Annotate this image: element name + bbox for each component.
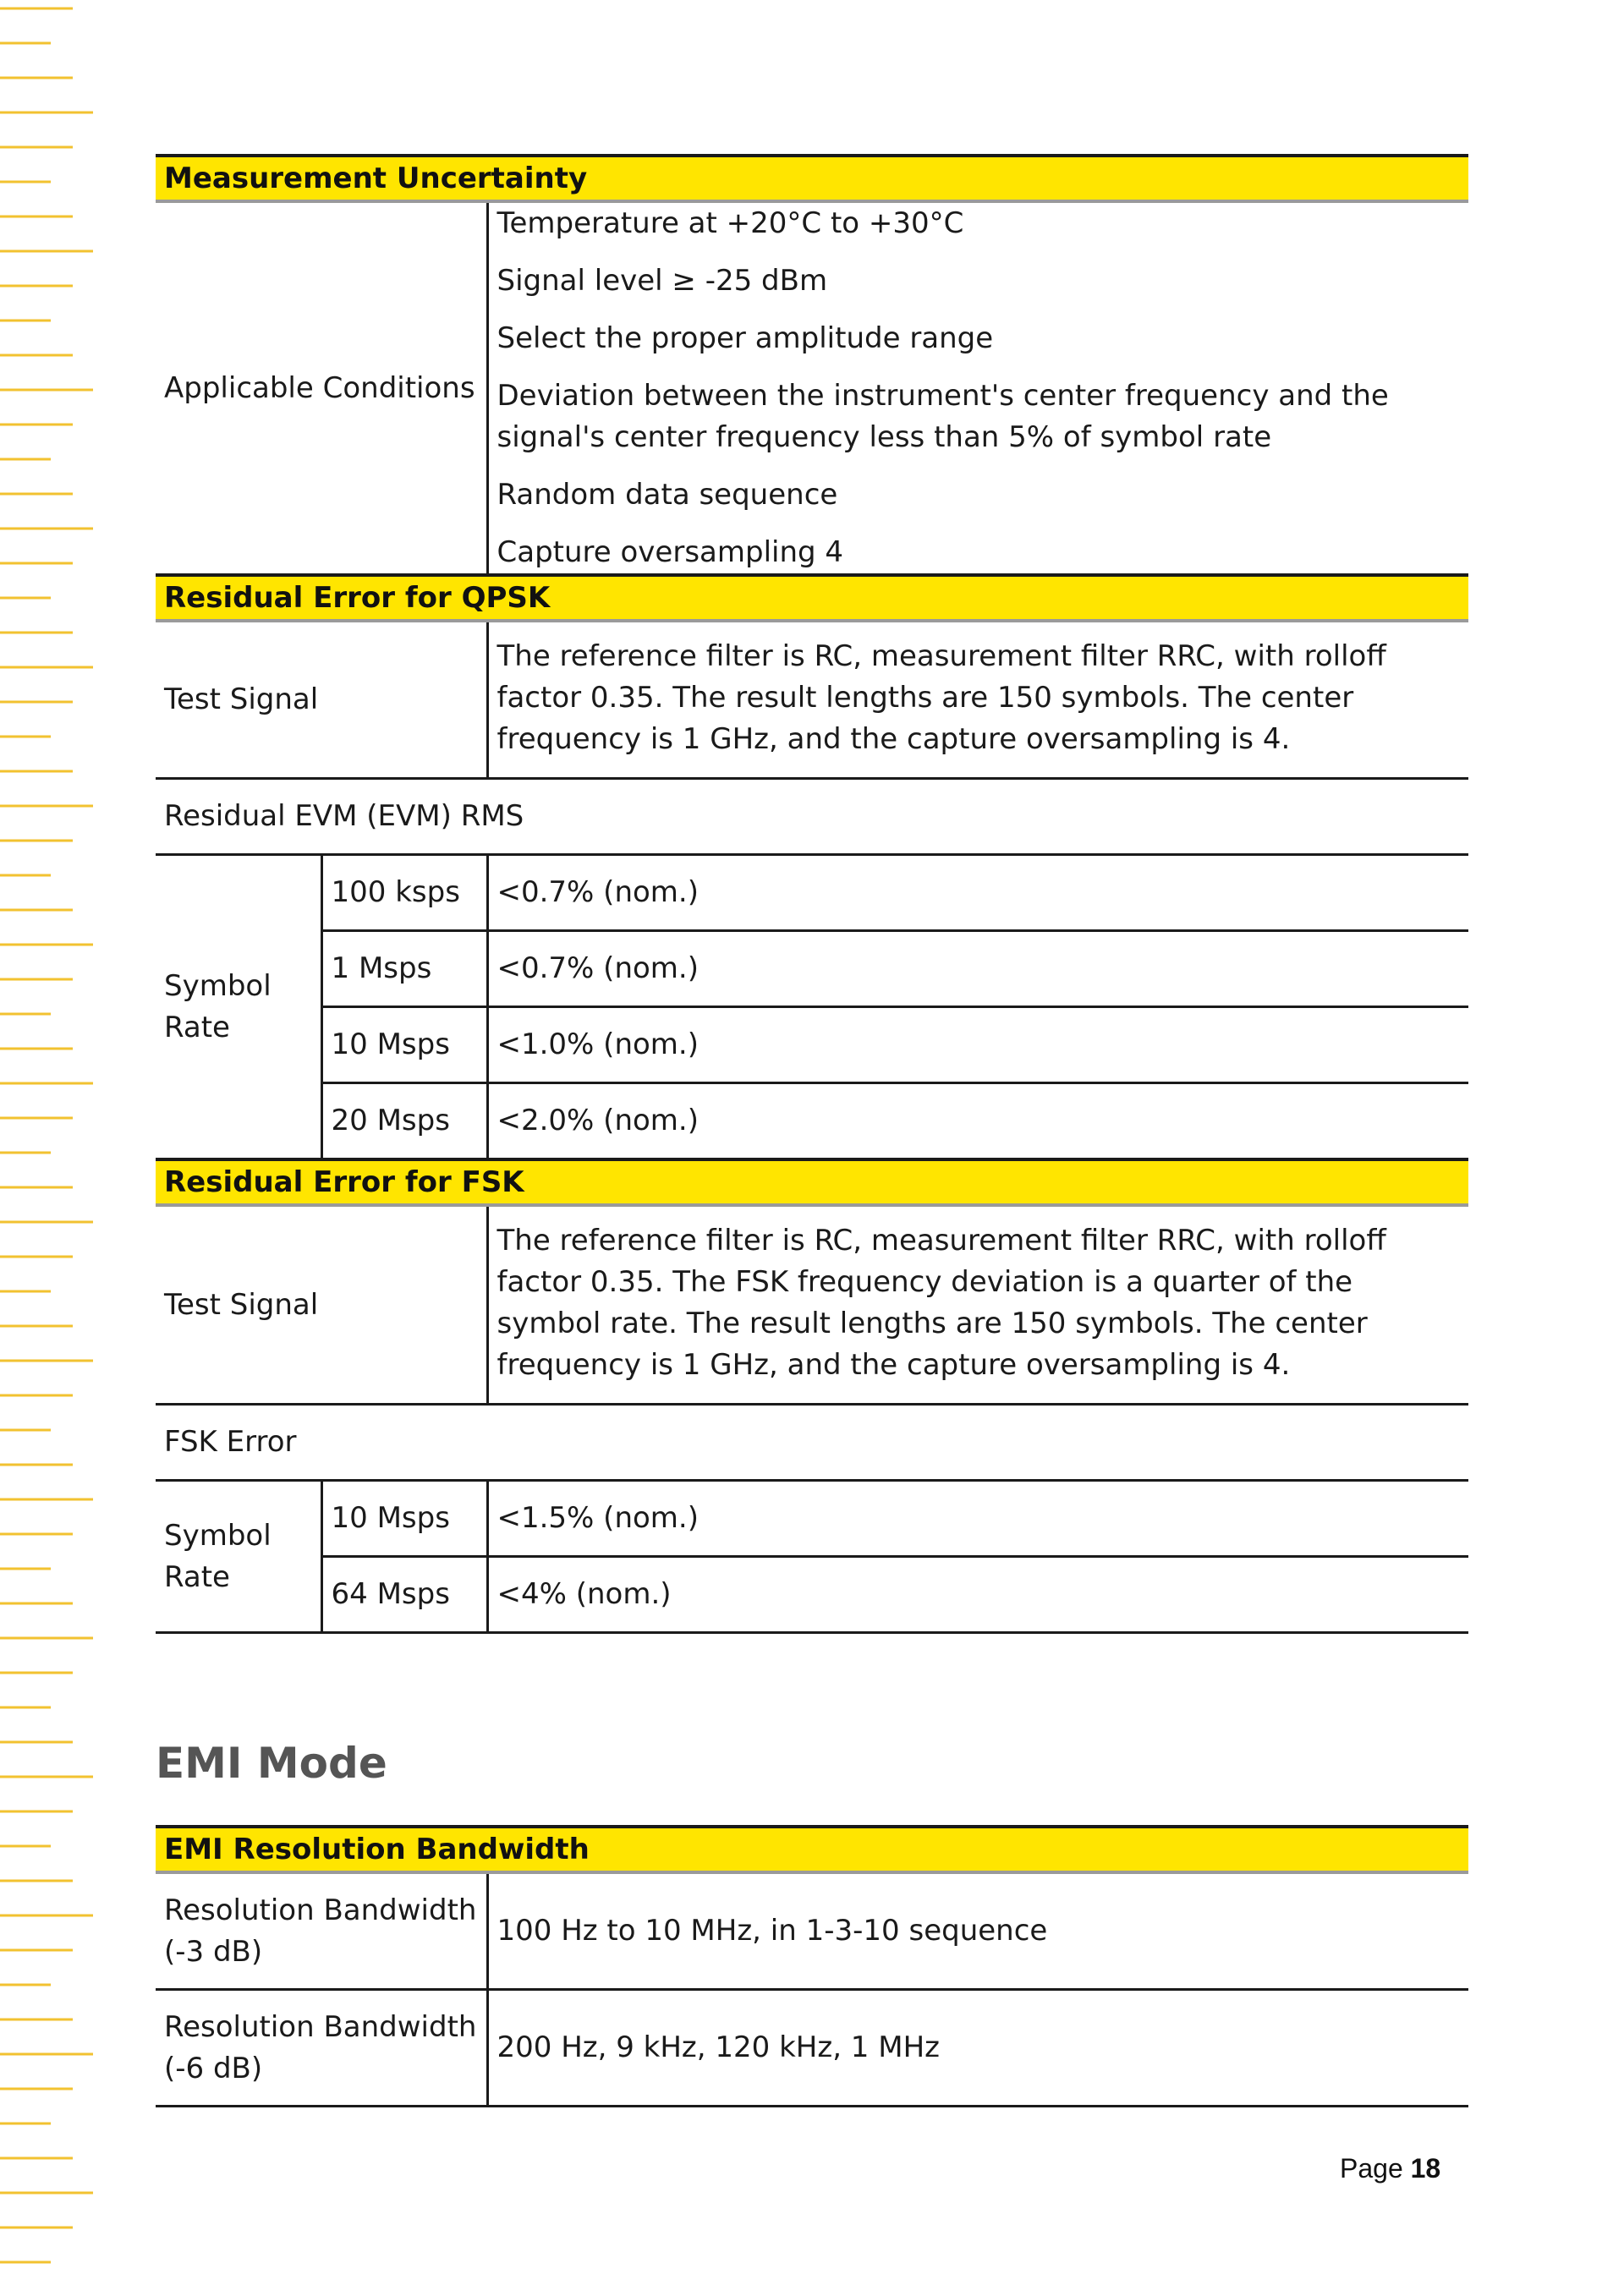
rbw-value: 100 Hz to 10 MHz, in 1-3-10 sequence bbox=[487, 1872, 1468, 1990]
table-row bbox=[156, 779, 1468, 855]
applicable-conditions-label: Applicable Conditions bbox=[156, 201, 487, 575]
section-header-label: Measurement Uncertainty bbox=[156, 156, 1468, 201]
table-row bbox=[156, 621, 1468, 779]
table-row bbox=[156, 1872, 1468, 1990]
section-header-fsk bbox=[156, 1159, 1468, 1205]
table-row bbox=[156, 201, 1468, 575]
rbw-value: 200 Hz, 9 kHz, 120 kHz, 1 MHz bbox=[487, 1990, 1468, 2107]
test-signal-value: The reference filter is RC, measurement filter RRC, with rolloff factor 0.35. The result lengths are 150 symbols. The center frequency is 1 GHz, and the capture oversampling is 4. bbox=[487, 621, 1468, 779]
condition-item: Signal level ≥ -25 dBm bbox=[497, 264, 828, 298]
symbol-rate-value: 100 ksps bbox=[321, 855, 487, 931]
fsk-error-value: <1.5% (nom.) bbox=[487, 1481, 1468, 1557]
table-row bbox=[156, 1481, 1468, 1557]
applicable-conditions-list bbox=[487, 201, 1468, 575]
spec-table bbox=[156, 154, 1468, 1634]
page-label: Page bbox=[1340, 2153, 1403, 2184]
section-header-label: Residual Error for FSK bbox=[156, 1159, 1468, 1205]
section-header-qpsk bbox=[156, 575, 1468, 621]
table-row bbox=[156, 1990, 1468, 2107]
fsk-error-value: <4% (nom.) bbox=[487, 1557, 1468, 1633]
symbol-rate-value: 20 Msps bbox=[321, 1083, 487, 1160]
symbol-rate-value: 64 Msps bbox=[321, 1557, 487, 1633]
table-row bbox=[156, 1083, 1468, 1160]
condition-item: Deviation between the instrument's center frequency and the signal's center frequency less than 5% of symbol rate bbox=[497, 379, 1389, 454]
table-row bbox=[156, 1007, 1468, 1083]
section-title: EMI Mode bbox=[156, 1739, 387, 1788]
symbol-rate-label: Symbol Rate bbox=[156, 855, 321, 1160]
section-header-label: Residual Error for QPSK bbox=[156, 575, 1468, 621]
evm-value: <1.0% (nom.) bbox=[487, 1007, 1468, 1083]
test-signal-label: Test Signal bbox=[156, 1205, 487, 1405]
condition-item: Select the proper amplitude range bbox=[497, 321, 994, 355]
condition-item: Random data sequence bbox=[497, 478, 838, 512]
rbw-label: Resolution Bandwidth (-3 dB) bbox=[156, 1872, 487, 1990]
condition-item: Capture oversampling 4 bbox=[497, 535, 844, 569]
page-number bbox=[1340, 2153, 1440, 2184]
symbol-rate-value: 10 Msps bbox=[321, 1007, 487, 1083]
condition-item: Temperature at +20°C to +30°C bbox=[497, 206, 964, 240]
section-header-emi-rbw bbox=[156, 1827, 1468, 1872]
margin-decoration bbox=[0, 0, 95, 2296]
evm-value: <2.0% (nom.) bbox=[487, 1083, 1468, 1160]
section-header-label: EMI Resolution Bandwidth bbox=[156, 1827, 1468, 1872]
table-row bbox=[156, 1557, 1468, 1633]
test-signal-label: Test Signal bbox=[156, 621, 487, 779]
table-row bbox=[156, 855, 1468, 931]
symbol-rate-label: Symbol Rate bbox=[156, 1481, 321, 1633]
emi-table bbox=[156, 1825, 1468, 2107]
evm-value: <0.7% (nom.) bbox=[487, 855, 1468, 931]
symbol-rate-value: 10 Msps bbox=[321, 1481, 487, 1557]
fsk-error-label: FSK Error bbox=[156, 1405, 1468, 1481]
page-number-value: 18 bbox=[1410, 2153, 1441, 2184]
evm-label: Residual EVM (EVM) RMS bbox=[156, 779, 1468, 855]
evm-value: <0.7% (nom.) bbox=[487, 931, 1468, 1007]
table-row bbox=[156, 931, 1468, 1007]
test-signal-value: The reference filter is RC, measurement filter RRC, with rolloff factor 0.35. The FSK frequency deviation is a quarter of the symbol rate. The result lengths are 150 symbols. The center frequency is 1 GHz, and the capture oversampling is 4. bbox=[487, 1205, 1468, 1405]
table-row bbox=[156, 1205, 1468, 1405]
symbol-rate-value: 1 Msps bbox=[321, 931, 487, 1007]
rbw-label: Resolution Bandwidth (-6 dB) bbox=[156, 1990, 487, 2107]
table-row bbox=[156, 1405, 1468, 1481]
section-header-measurement-uncertainty bbox=[156, 156, 1468, 201]
